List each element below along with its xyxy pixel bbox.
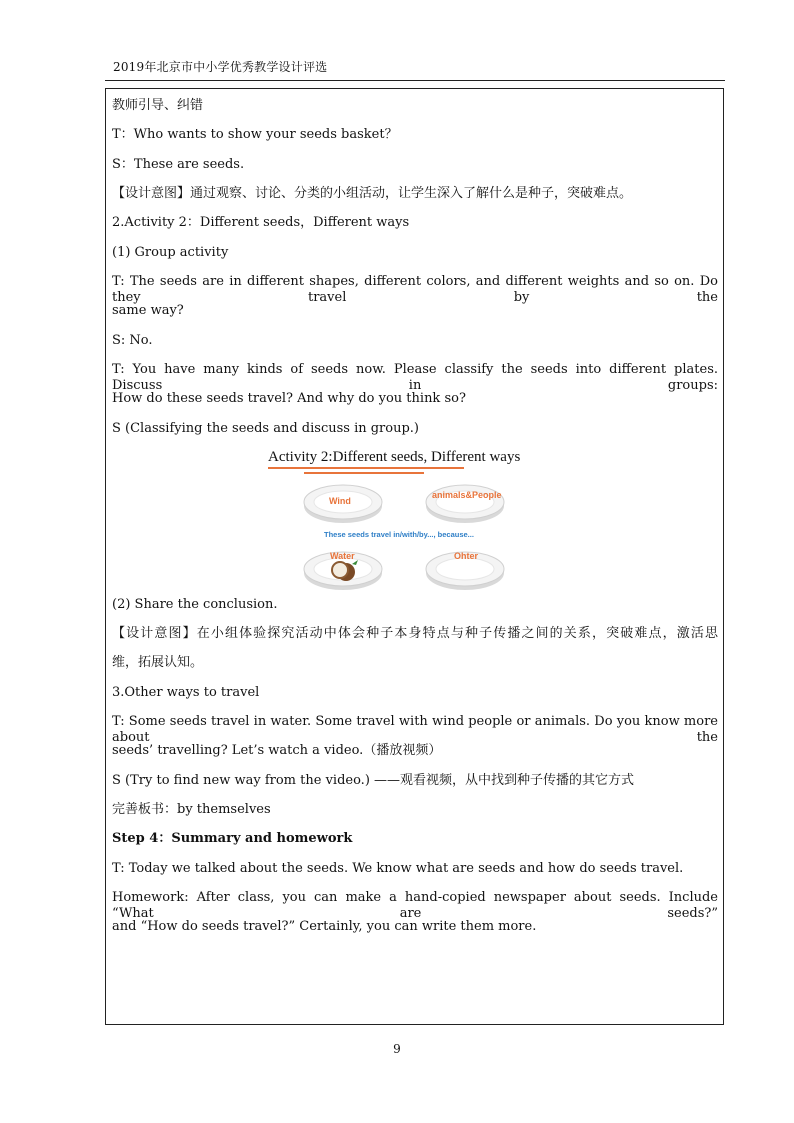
plate-label-animals: animals&People bbox=[432, 490, 502, 500]
text-line: and “How do seeds travel?” Certainly, you can write them more. bbox=[112, 919, 537, 934]
figure-caption: These seeds travel in/with/by..., because... bbox=[324, 530, 474, 539]
text-line: 完善板书：by themselves bbox=[112, 802, 271, 817]
plate-animals bbox=[424, 481, 506, 525]
homework-line: Homework: After class, you can make a hand-copied newspaper about seeds. Include “What are seeds?” bbox=[112, 890, 718, 921]
text-line: T: Today we talked about the seeds. We know what are seeds and how do seeds travel. bbox=[112, 861, 684, 876]
page-number: 9 bbox=[393, 1042, 401, 1056]
activity-figure bbox=[262, 445, 530, 595]
text-line: T: You have many kinds of seeds now. Please classify the seeds into different plates. Discuss in groups: bbox=[112, 362, 718, 393]
figure-title: Activity 2:Different seeds, Different ways bbox=[268, 449, 521, 465]
text-line: How do these seeds travel? And why do you think so? bbox=[112, 391, 466, 406]
text-line: same way? bbox=[112, 303, 184, 318]
design-intent-1: 【设计意图】通过观察、讨论、分类的小组活动，让学生深入了解什么是种子，突破难点。 bbox=[112, 186, 633, 201]
text-line: T: The seeds are in different shapes, different colors, and different weights and so on. Do they travel by the bbox=[112, 274, 718, 305]
design-intent-2: 【设计意图】在小组体验探究活动中体会种子本身特点与种子传播之间的关系，突破难点，激活思 bbox=[112, 626, 718, 641]
text-line: S: No. bbox=[112, 333, 153, 348]
plate-label-wind: Wind bbox=[329, 496, 351, 506]
text-line: S (Classifying the seeds and discuss in group.) bbox=[112, 421, 419, 436]
plate-label-water: Water bbox=[330, 551, 355, 561]
text-line: S (Try to find new way from the video.) ——观看视频，从中找到种子传播的其它方式 bbox=[112, 773, 635, 788]
text-line: 维，拓展认知。 bbox=[112, 655, 204, 670]
other-ways-heading: 3.Other ways to travel bbox=[112, 685, 260, 700]
text-line: T: Some seeds travel in water. Some travel with wind people or animals. Do you know more about the bbox=[112, 714, 718, 745]
plate-label-other: Ohter bbox=[454, 551, 479, 561]
figure-underline bbox=[268, 467, 464, 469]
header-rule bbox=[105, 80, 725, 81]
text-line: 教师引导、纠错 bbox=[112, 98, 204, 113]
text-line: T：Who wants to show your seeds basket？ bbox=[112, 127, 398, 142]
figure-underline bbox=[304, 472, 424, 474]
text-line: seeds’ travelling? Let’s watch a video.（播放视频） bbox=[112, 743, 442, 758]
activity-2-heading: 2.Activity 2：Different seeds，Different ways bbox=[112, 215, 410, 230]
text-line: (2) Share the conclusion. bbox=[112, 597, 278, 612]
page-header: 2019年北京市中小学优秀教学设计评选 bbox=[113, 60, 328, 74]
text-line: (1) Group activity bbox=[112, 245, 229, 260]
step-4-heading: Step 4：Summary and homework bbox=[112, 831, 353, 846]
text-line: S：These are seeds. bbox=[112, 157, 245, 172]
